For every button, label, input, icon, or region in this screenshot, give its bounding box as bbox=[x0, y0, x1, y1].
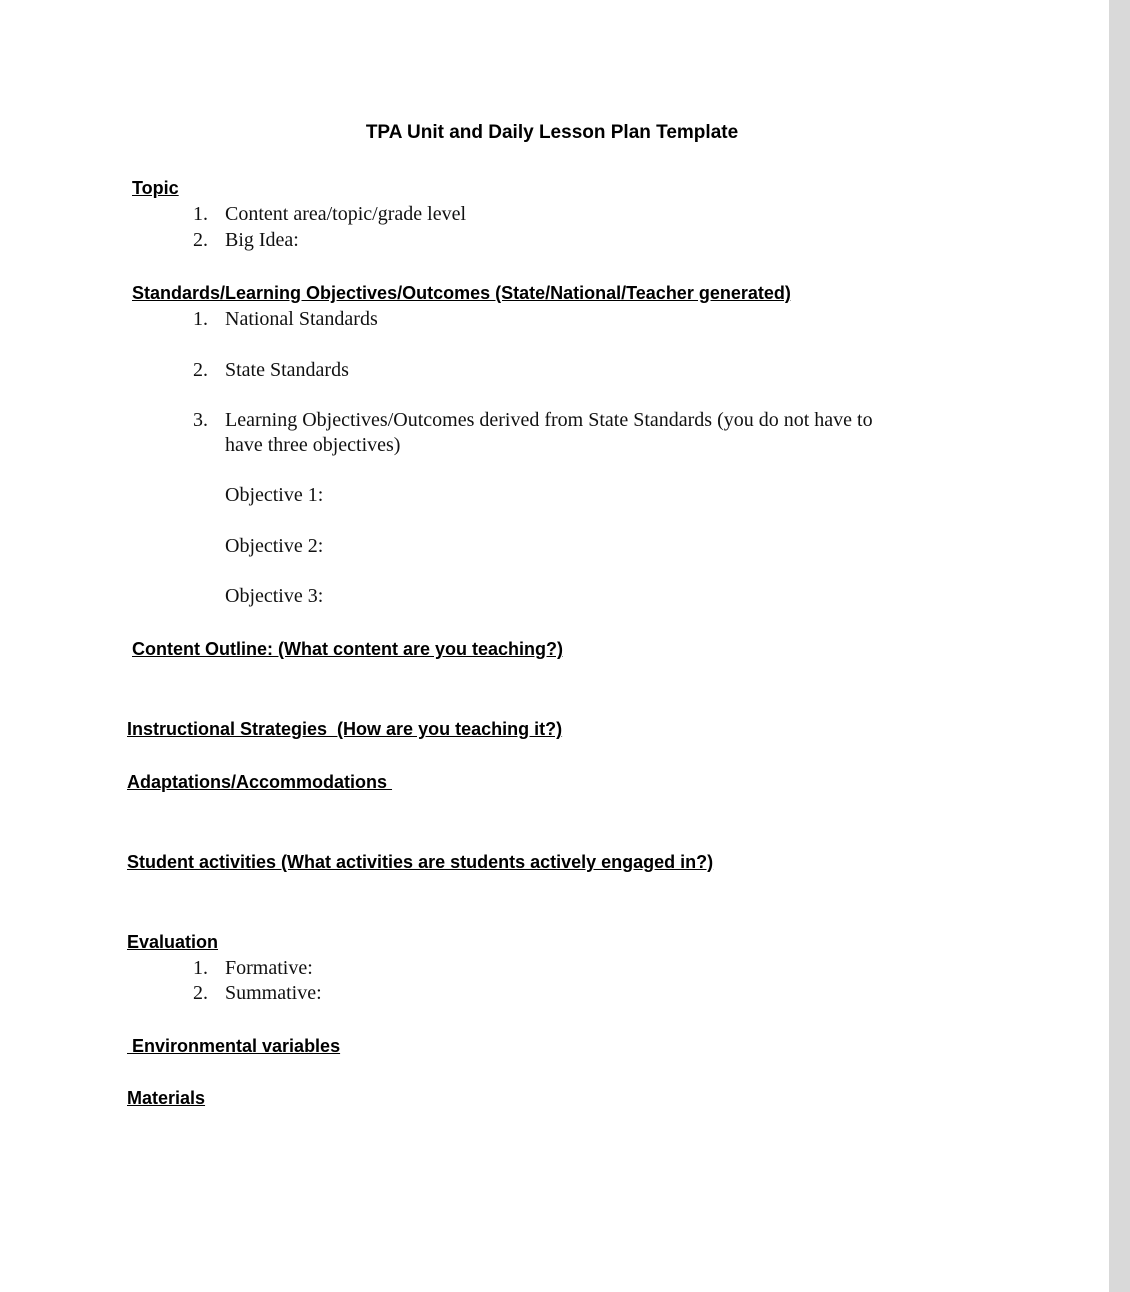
document-title: TPA Unit and Daily Lesson Plan Template bbox=[365, 122, 739, 143]
list-number: 2. bbox=[193, 982, 208, 1004]
evaluation-heading: Evaluation bbox=[127, 932, 219, 952]
environmental-variables-heading: Environmental variables bbox=[127, 1036, 341, 1056]
list-number: 3. bbox=[193, 409, 208, 431]
adaptations-heading: Adaptations/Accommodations bbox=[127, 772, 393, 792]
list-number: 2. bbox=[193, 359, 208, 381]
materials-heading: Materials bbox=[127, 1088, 206, 1108]
student-activities-heading: Student activities (What activities are students actively engaged in?) bbox=[127, 852, 714, 872]
topic-item-big-idea: Big Idea: bbox=[225, 229, 299, 251]
topic-item-content-area: Content area/topic/grade level bbox=[225, 203, 467, 225]
objective-2: Objective 2: bbox=[225, 535, 324, 557]
standards-item-state: State Standards bbox=[225, 359, 349, 381]
instructional-strategies-heading: Instructional Strategies (How are you teaching it?) bbox=[127, 719, 563, 739]
evaluation-item-summative: Summative: bbox=[225, 982, 322, 1004]
list-number: 1. bbox=[193, 957, 208, 979]
objective-3: Objective 3: bbox=[225, 585, 324, 607]
evaluation-item-formative: Formative: bbox=[225, 957, 313, 979]
content-outline-heading: Content Outline: (What content are you teaching?) bbox=[132, 639, 563, 659]
standards-item-objectives-line1: Learning Objectives/Outcomes derived from State Standards (you do not have to bbox=[225, 409, 873, 431]
list-number: 1. bbox=[193, 308, 208, 330]
vertical-scrollbar[interactable] bbox=[1109, 0, 1130, 1292]
topic-heading: Topic bbox=[132, 178, 179, 198]
standards-item-objectives-line2: have three objectives) bbox=[225, 434, 401, 456]
standards-heading: Standards/Learning Objectives/Outcomes (State/National/Teacher generated) bbox=[132, 283, 791, 303]
list-number: 2. bbox=[193, 229, 208, 251]
list-number: 1. bbox=[193, 203, 208, 225]
standards-item-national: National Standards bbox=[225, 308, 378, 330]
objective-1: Objective 1: bbox=[225, 484, 324, 506]
